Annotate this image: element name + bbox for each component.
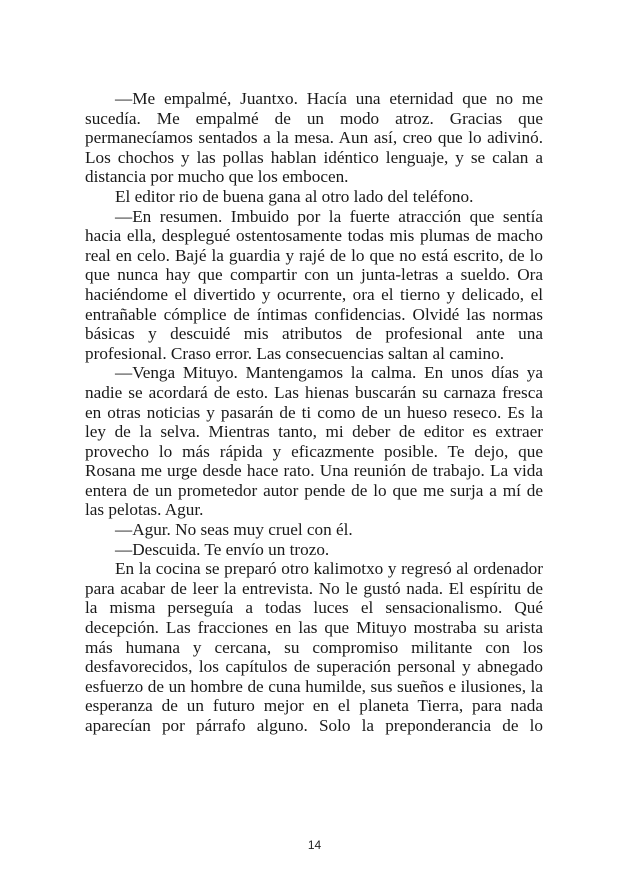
paragraph: El editor rio de buena gana al otro lado del teléfono. bbox=[115, 186, 474, 206]
paragraph: En la cocina se preparó otro kalimotxo y regresó al ordenador para acabar de leer la entrevista. No le gustó nada. El espíritu de la misma perseguía a todas luces el sensacionalismo. Qué decepción. Las fracciones en las que Mituyo mostraba su arista más humana y cercana, su compromiso militante con los desfavorecidos, los capítulos de superación personal y abnegado esfuerzo de un hombre de cuna humilde, sus sueños e ilusiones, la esperanza de un futuro mejor en el planeta Tierra, para nada aparecían por párrafo alguno. Solo la preponderancia de lo bbox=[85, 559, 543, 735]
paragraph: —Venga Mituyo. Mantengamos la calma. En unos días ya nadie se acordará de esto. Las hienas buscarán su carnaza fresca en otras noticias y pasarán de ti como de un hueso reseco. Es la ley de la selva. Mientras tanto, mi deber de editor es extraer provecho lo más rápida y eficazmente posible. Te dejo, que Rosana me urge desde hace rato. Una reunión de trabajo. La vida entera de un prometedor autor pende de lo que me surja a mí de las pelotas. Agur. bbox=[85, 363, 543, 520]
paragraph: —Descuida. Te envío un trozo. bbox=[115, 539, 330, 559]
page-number: 14 bbox=[307, 838, 322, 852]
body-text bbox=[85, 89, 543, 736]
paragraph: —Me empalmé, Juantxo. Hacía una eternidad que no me sucedía. Me empalmé de un modo atroz. Gracias que permanecíamos sentados a la mesa. Aun así, creo que lo adivinó. Los chochos y las pollas hablan idéntico lenguaje, y se calan a distancia por mucho que los embocen. bbox=[85, 89, 543, 187]
paragraph: —Agur. No seas muy cruel con él. bbox=[115, 520, 353, 540]
paragraph: —En resumen. Imbuido por la fuerte atracción que sentía hacia ella, desplegué ostentosamente todas mis plumas de macho real en celo. Bajé la guardia y rajé de lo que no está escrito, de lo que nunca hay que compartir con un junta-letras a sueldo. Ora haciéndome el divertido y ocurrente, ora el tierno y delicado, el entrañable cómplice de íntimas confidencias. Olvidé las normas básicas y descuidé mis atributos de profesional ante una profesional. Craso error. Las consecuencias saltan al camino. bbox=[85, 206, 543, 363]
